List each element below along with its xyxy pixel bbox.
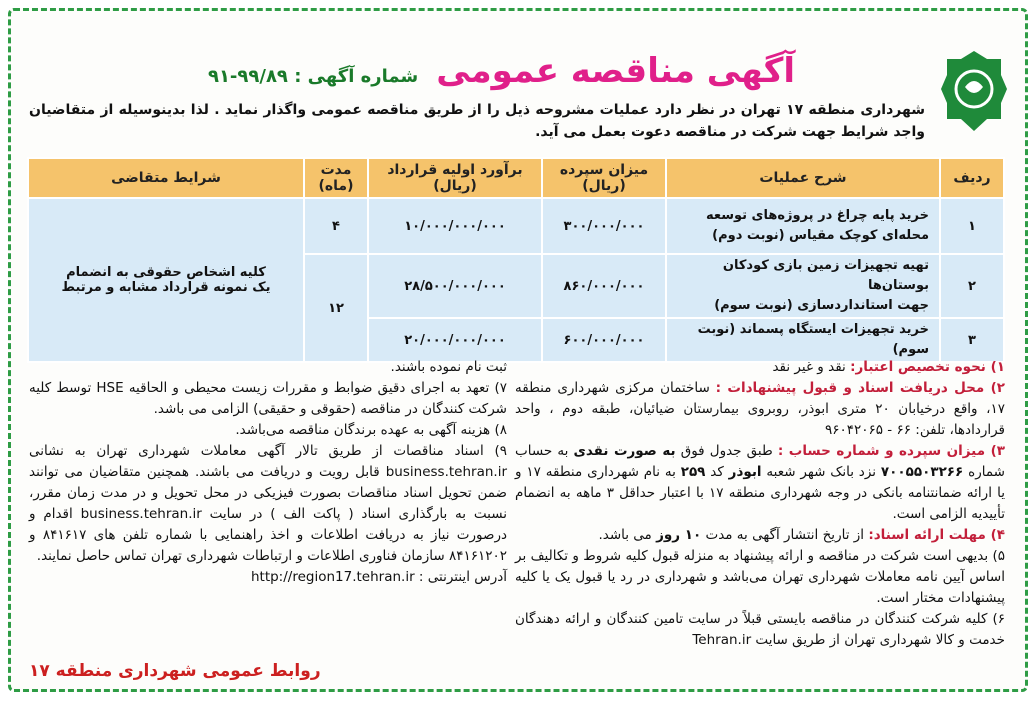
term-text: به نام شهرداری منطقه ۱۷ و یا ارائه ضمانتنامه بانکی در وجه شهرداری منطقه ۱۷ با اعتبار حداقل ۳ ماهه به انضمام تأییدیه الزامی است. [515, 464, 1006, 522]
row-description-line: خرید پایه چراغ در پروژه‌های توسعه [705, 208, 929, 223]
ad-title: آگهی مناقصه عمومی [436, 51, 795, 91]
header-row-number: ردیف [940, 158, 1004, 198]
header-description: شرح عملیات [666, 158, 940, 198]
table-header-row [28, 158, 1004, 198]
term-6-continued: ثبت نام نموده باشند. [390, 359, 507, 375]
row-number: ۲ [940, 254, 1004, 318]
term-text: کد [705, 464, 729, 480]
row-description [666, 254, 940, 318]
term-text: نزد بانک شهر شعبه [761, 464, 881, 480]
row-deposit: ۶۰۰/۰۰۰/۰۰۰ [542, 318, 666, 362]
header-duration: مدت (ماه) [304, 158, 368, 198]
row-description-line: تهیه تجهیزات زمین بازی کودکان بوستان‌ها [722, 258, 929, 293]
operations-table [27, 157, 1005, 363]
conditions-line: یک نمونه قرارداد مشابه و مرتبط [61, 280, 271, 295]
term-1 [515, 357, 1005, 378]
website-address: آدرس اینترنتی : http://region17.tehran.ir [250, 569, 507, 585]
terms-right-column [515, 357, 1005, 651]
term-text: نقد و غیر نقد [772, 359, 851, 375]
bank-branch: ابوذر [728, 464, 762, 480]
row-duration: ۱۲ [304, 254, 368, 362]
term-label: ۱) نحوه تخصیص اعتبار: [850, 359, 1005, 375]
row-description-line: محله‌ای کوچک مقیاس (نوبت دوم) [712, 228, 929, 243]
header-conditions: شرایط متقاضی [28, 158, 304, 198]
terms-left-column [29, 357, 507, 588]
term-7: ۷) تعهد به اجرای دقیق ضوابط و مقررات زیست محیطی و الحاقیه HSE توسط کلیه شرکت کنندگان در مناقصه (حقوقی و حقیقی) الزامی می باشد. [29, 380, 507, 417]
ad-number [208, 66, 418, 87]
deadline-days: ۱۰ روز [656, 527, 702, 543]
row-conditions [28, 198, 304, 362]
header-deposit: میزان سپرده (ریال) [542, 158, 666, 198]
term-label: ۴) مهلت ارائه اسناد: [868, 527, 1005, 543]
term-9: ۹) اسناد مناقصات از طریق تالار آگهی معاملات شهرداری تهران به نشانی business.tehran.ir قابل رویت و دریافت می باشند. همچنین متقاضیان می توانند ضمن تحویل اسناد مناقصات بصورت فیزیکی در محل تحویل و در مدت زمان مقرر، نسبت به بارگذاری اسناد ( پاکت الف ) در سایت business.tehran.ir اقدام و درصورت نیاز به دریافت اطلاعات و اخذ راهنمایی با شماره تلفن های ۸۴۱۶۱۷ و ۸۴۱۶۱۲۰۲ سازمان فناوری اطلاعات و ارتباطات شهرداری تهران تماس حاصل نمایند. [29, 443, 508, 564]
row-estimate: ۲۸/۵۰۰/۰۰۰/۰۰۰ [368, 254, 542, 318]
table-row [28, 198, 1004, 254]
ad-number-value: ۹۱-۹۹/۸۹ [207, 66, 288, 87]
term-text: طبق جدول فوق [675, 443, 778, 459]
term-4 [515, 525, 1005, 546]
term-2 [515, 378, 1005, 441]
ad-number-label: شماره آگهی : [294, 66, 419, 87]
row-duration: ۴ [304, 198, 368, 254]
intro-paragraph [29, 99, 925, 143]
term-3 [515, 441, 1005, 525]
title-row [208, 51, 795, 91]
row-description [666, 198, 940, 254]
term-label: ۲) محل دریافت اسناد و قبول پیشنهادات : [715, 380, 1005, 396]
term-8: ۸) هزینه آگهی به عهده برندگان مناقصه می‌باشد. [235, 422, 507, 438]
term-text: ساختمان مرکزی شهرداری منطقه ۱۷، واقع درخیابان ۲۰ متری ابوذر، روبروی بیمارستان ضیائیان، طبقه دوم ، واحد قراردادها، تلفن: ۶۶ - ۹۶۰۴۲۰۶۵ [515, 380, 1005, 438]
term-text: به حساب شماره [515, 443, 1005, 480]
term-bold: به صورت نقدی [573, 443, 676, 459]
row-estimate: ۱۰/۰۰۰/۰۰۰/۰۰۰ [368, 198, 542, 254]
term-text: از تاریخ انتشار آگهی به مدت [701, 527, 869, 543]
row-number: ۳ [940, 318, 1004, 362]
term-text: می باشد. [598, 527, 657, 543]
row-estimate: ۲۰/۰۰۰/۰۰۰/۰۰۰ [368, 318, 542, 362]
conditions-line: کلیه اشخاص حقوقی به انضمام [66, 265, 266, 280]
intro-text: در نظر دارد عملیات مشروحه ذیل را از طریق مناقصه عمومی واگذار نماید . لذا بدینوسیله از متقاضیان واجد شرایط جهت شرکت در مناقصه دعوت بعمل می آید. [29, 102, 925, 140]
row-number: ۱ [940, 198, 1004, 254]
row-description-line: جهت استانداردسازی (نوبت سوم) [714, 298, 929, 313]
row-description: خرید تجهیزات ایستگاه پسماند (نوبت سوم) [666, 318, 940, 362]
organization-name: شهرداری منطقه ۱۷ تهران [740, 102, 925, 118]
row-deposit: ۳۰۰/۰۰۰/۰۰۰ [542, 198, 666, 254]
term-label: ۳) میزان سپرده و شماره حساب : [777, 443, 1006, 459]
header-estimate: برآورد اولیه قرارداد (ریال) [368, 158, 542, 198]
advertisement [8, 8, 1028, 692]
tehran-municipality-logo [939, 49, 1009, 133]
branch-code: ۲۵۹ [680, 464, 706, 480]
account-number: ۷۰۰۵۵۰۳۲۶۶ [880, 464, 964, 480]
term-6: ۶) کلیه شرکت کنندگان در مناقصه بایستی قبلاً در سایت تامین کنندگان و ارائه دهندگان خدمت و کالا شهرداری تهران از طریق سایت Tehran.ir [515, 611, 1005, 648]
footer-signature: روابط عمومی شهرداری منطقه ۱۷ [29, 661, 321, 681]
term-5: ۵) بدیهی است شرکت در مناقصه و ارائه پیشنهاد به منزله قبول کلیه شروط و تکالیف بر اساس آیین نامه معاملات شهرداری تهران می‌باشد و شهرداری در رد یا قبول یک یا کلیه پیشنهادات مختار است. [515, 548, 1005, 606]
row-deposit: ۸۶۰/۰۰۰/۰۰۰ [542, 254, 666, 318]
